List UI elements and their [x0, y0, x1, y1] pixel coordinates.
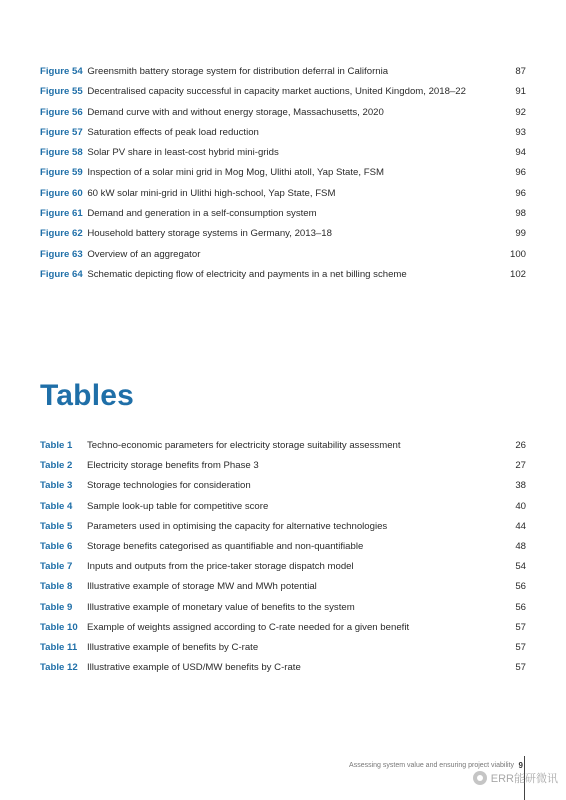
table-entry-title: Illustrative example of storage MW and MWh potential	[87, 581, 317, 593]
table-entry[interactable]	[40, 476, 526, 496]
figure-entry-page: 98	[515, 208, 526, 220]
figure-entry-title: Household battery storage systems in Germany, 2013–18	[87, 228, 332, 240]
figure-entry-page: 99	[515, 228, 526, 240]
table-entry[interactable]	[40, 638, 526, 658]
figure-entry-label: Figure 55	[40, 86, 83, 98]
figure-entry-title: Greensmith battery storage system for distribution deferral in California	[87, 66, 389, 77]
table-entry-title: Techno-economic parameters for electricity storage suitability assessment	[87, 440, 401, 451]
figure-entry-title: Decentralised capacity successful in capacity market auctions, United Kingdom, 2018–22	[87, 86, 466, 98]
table-entry-title: Sample look-up table for competitive score	[87, 500, 269, 512]
figure-entry[interactable]	[40, 123, 526, 143]
figure-entry[interactable]	[40, 224, 526, 244]
table-entry-label: Table 5	[40, 520, 73, 532]
figure-entry-title: Inspection of a solar mini grid in Mog Mog, Ulithi atoll, Yap State, FSM	[87, 167, 384, 179]
figure-entry[interactable]	[40, 82, 526, 102]
table-entry-label: Table 9	[40, 601, 73, 613]
table-entry-page: 57	[515, 641, 526, 653]
figure-entry-label: Figure 56	[40, 106, 83, 118]
table-entry-title: Storage technologies for consideration	[87, 480, 251, 492]
figure-entry[interactable]	[40, 62, 526, 82]
figure-entry-title: Saturation effects of peak load reduction	[87, 126, 259, 138]
tables-heading: Tables	[40, 379, 135, 412]
table-entry-label: Table 1	[40, 440, 73, 451]
figure-entry-title: 60 kW solar mini-grid in Ulithi high-school, Yap State, FSM	[87, 187, 336, 199]
table-entry-page: 40	[515, 500, 526, 512]
figure-entry[interactable]	[40, 204, 526, 224]
figure-entry[interactable]	[40, 143, 526, 163]
table-entry[interactable]	[40, 456, 526, 476]
figure-entry-label: Figure 62	[40, 228, 83, 240]
footer-page-number: 9	[518, 761, 523, 770]
table-entry-label: Table 2	[40, 460, 73, 472]
figure-entry[interactable]	[40, 103, 526, 123]
figure-entry-label: Figure 61	[40, 208, 83, 220]
tables-list	[40, 436, 526, 678]
figure-entry-title: Demand and generation in a self-consumption system	[87, 208, 317, 220]
figure-entry[interactable]	[40, 184, 526, 204]
table-entry-page: 38	[515, 480, 526, 492]
table-entry[interactable]	[40, 517, 526, 537]
table-entry-title: Illustrative example of benefits by C-rate	[87, 641, 259, 653]
figure-entry[interactable]	[40, 245, 526, 265]
table-entry-label: Table 12	[40, 662, 78, 674]
figure-entry-label: Figure 59	[40, 167, 83, 179]
figure-entry-page: 94	[515, 147, 526, 159]
table-entry-label: Table 11	[40, 641, 78, 653]
table-entry[interactable]	[40, 658, 526, 678]
figure-entry-label: Figure 54	[40, 66, 83, 77]
table-entry[interactable]	[40, 497, 526, 517]
figure-entry-page: 87	[515, 66, 526, 77]
table-entry[interactable]	[40, 436, 526, 456]
figure-entry-label: Figure 58	[40, 147, 83, 159]
figure-entry[interactable]	[40, 163, 526, 183]
figure-entry-title: Overview of an aggregator	[87, 248, 201, 260]
table-entry-page: 44	[515, 520, 526, 532]
table-entry[interactable]	[40, 577, 526, 597]
table-entry-page: 57	[515, 662, 526, 674]
table-entry-page: 54	[515, 561, 526, 573]
table-entry[interactable]	[40, 537, 526, 557]
table-entry-label: Table 3	[40, 480, 73, 492]
table-entry-title: Parameters used in optimising the capacity for alternative technologies	[87, 520, 388, 532]
table-entry-title: Example of weights assigned according to C-rate needed for a given benefit	[87, 621, 410, 633]
table-entry-title: Illustrative example of USD/MW benefits by C-rate	[87, 662, 301, 674]
watermark	[473, 770, 558, 786]
table-entry-title: Illustrative example of monetary value of benefits to the system	[87, 601, 355, 613]
figure-entry-label: Figure 64	[40, 268, 83, 280]
table-entry-page: 27	[515, 460, 526, 472]
table-entry-title: Electricity storage benefits from Phase 3	[87, 460, 259, 472]
table-entry-label: Table 8	[40, 581, 73, 593]
table-entry-label: Table 7	[40, 561, 73, 573]
figure-entry-label: Figure 63	[40, 248, 83, 260]
watermark-text: ERR能研微讯	[490, 773, 558, 785]
figure-entry-page: 91	[515, 86, 526, 98]
figure-entry-label: Figure 60	[40, 187, 83, 199]
figure-entry-title: Schematic depicting flow of electricity and payments in a net billing scheme	[87, 268, 407, 280]
figure-entry-page: 96	[515, 187, 526, 199]
table-entry-label: Table 6	[40, 540, 73, 552]
figures-list	[40, 62, 526, 285]
table-entry-label: Table 4	[40, 500, 73, 512]
table-entry-label: Table 10	[40, 621, 78, 633]
table-entry-page: 26	[515, 440, 526, 451]
figure-entry-page: 96	[515, 167, 526, 179]
table-entry-page: 48	[515, 540, 526, 552]
table-entry-page: 56	[515, 581, 526, 593]
figure-entry-page: 92	[515, 106, 526, 118]
figure-entry-page: 100	[509, 248, 526, 260]
figure-entry-title: Demand curve with and without energy storage, Massachusetts, 2020	[87, 106, 384, 118]
table-entry-title: Storage benefits categorised as quantifiable and non-quantifiable	[87, 540, 364, 552]
footer-text: Assessing system value and ensuring project viability	[349, 762, 514, 769]
table-entry[interactable]	[40, 618, 526, 638]
wechat-icon	[473, 771, 487, 785]
table-entry-page: 56	[515, 601, 526, 613]
table-entry[interactable]	[40, 598, 526, 618]
table-entry-title: Inputs and outputs from the price-taker storage dispatch model	[87, 561, 354, 573]
table-entry[interactable]	[40, 557, 526, 577]
figure-entry-title: Solar PV share in least-cost hybrid mini-grids	[87, 147, 279, 159]
figure-entry-label: Figure 57	[40, 126, 83, 138]
figure-entry[interactable]	[40, 265, 526, 285]
table-entry-page: 57	[515, 621, 526, 633]
figure-entry-page: 102	[509, 268, 526, 280]
figure-entry-page: 93	[515, 126, 526, 138]
